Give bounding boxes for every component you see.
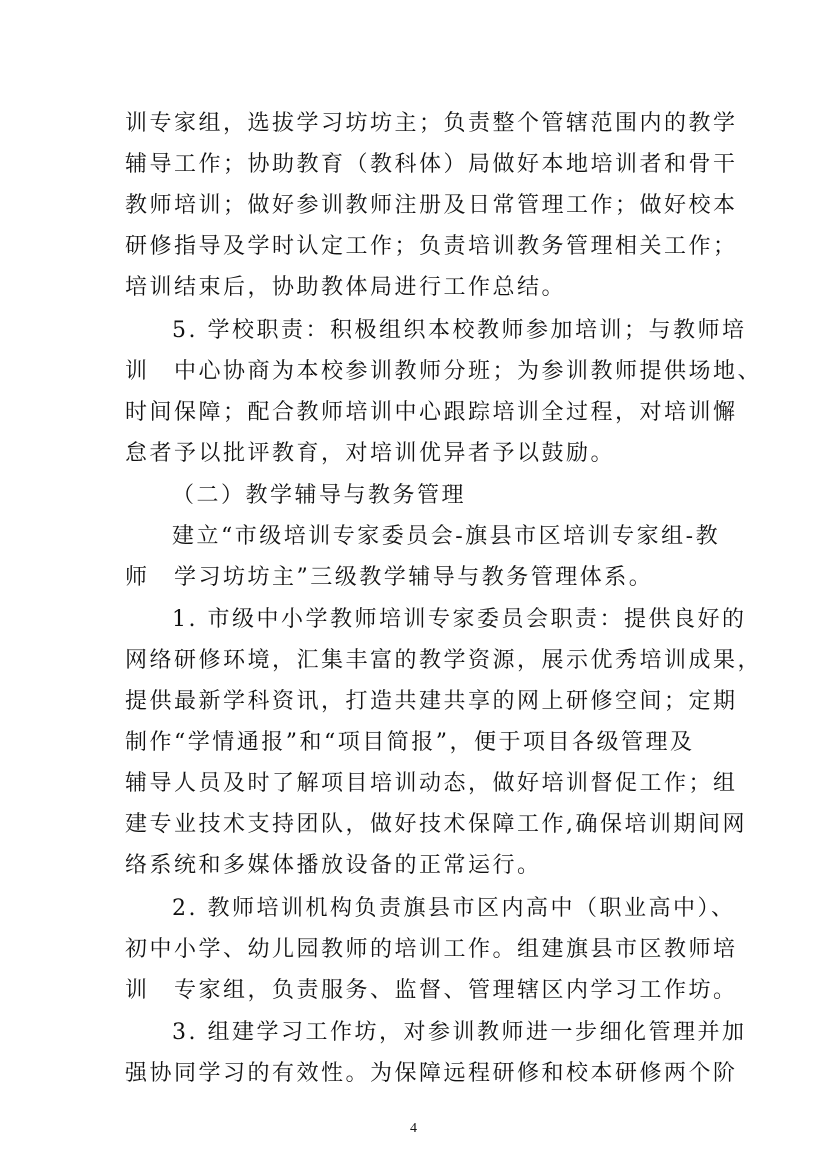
text-line-15: 提供最新学科资讯，打造共建共享的网上研修空间；定期 bbox=[125, 689, 738, 714]
text-line-14: 网络研修环境，汇集丰富的教学资源，展示优秀培训成果， bbox=[125, 648, 763, 673]
text-line-21: 初中小学、幼儿园教师的培训工作。组建旗县市区教师培 bbox=[125, 937, 738, 962]
text-line-3: 教师培训；做好参训教师注册及日常管理工作；做好校本 bbox=[125, 193, 738, 218]
text-line-22: 训 专家组，负责服务、监督、管理辖区内学习工作坊。 bbox=[125, 978, 738, 1003]
paragraph-system-intro: 建立“市级培训专家委员会-旗县市区培训专家组-教 bbox=[172, 524, 721, 549]
text-line-8: 时间保障；配合教师培训中心跟踪培训全过程，对培训懈 bbox=[125, 400, 738, 425]
page-number: 4 bbox=[410, 1121, 417, 1136]
text-line-19: 络系统和多媒体播放设备的正常运行。 bbox=[125, 853, 542, 878]
text-line-9: 怠者予以批评教育，对培训优异者予以鼓励。 bbox=[125, 441, 616, 466]
paragraph-training-institution: 2. 教师培训机构负责旗县市区内高中（职业高中）、 bbox=[172, 896, 736, 921]
text-line-18: 建专业技术支持团队，做好技术保障工作,确保培训期间网 bbox=[125, 812, 747, 837]
text-line-16: 制作“学情通报”和“项目简报”，便于项目各级管理及 bbox=[125, 730, 695, 755]
paragraph-school-duty: 5. 学校职责：积极组织本校教师参加培训；与教师培 bbox=[172, 318, 747, 343]
text-line-7: 训 中心协商为本校参训教师分班；为参训教师提供场地、 bbox=[125, 359, 763, 384]
text-line-2: 辅导工作；协助教育（教科体）局做好本地培训者和骨干 bbox=[125, 152, 738, 177]
text-line-12: 师 学习坊坊主”三级教学辅导与教务管理体系。 bbox=[125, 565, 654, 590]
text-line-5: 培训结束后，协助教体局进行工作总结。 bbox=[125, 275, 567, 300]
text-line-1: 训专家组，选拔学习坊坊主；负责整个管辖范围内的教学 bbox=[125, 111, 738, 136]
text-line-4: 研修指导及学时认定工作；负责培训教务管理相关工作； bbox=[125, 234, 738, 259]
paragraph-committee-duty: 1. 市级中小学教师培训专家委员会职责：提供良好的 bbox=[172, 607, 747, 632]
paragraph-workshop: 3. 组建学习工作坊，对参训教师进一步细化管理并加 bbox=[172, 1020, 747, 1045]
section-heading: （二）教学辅导与教务管理 bbox=[172, 483, 467, 508]
text-line-17: 辅导人员及时了解项目培训动态，做好培训督促工作；组 bbox=[125, 771, 738, 796]
text-line-24: 强协同学习的有效性。为保障远程研修和校本研修两个阶 bbox=[125, 1061, 738, 1086]
